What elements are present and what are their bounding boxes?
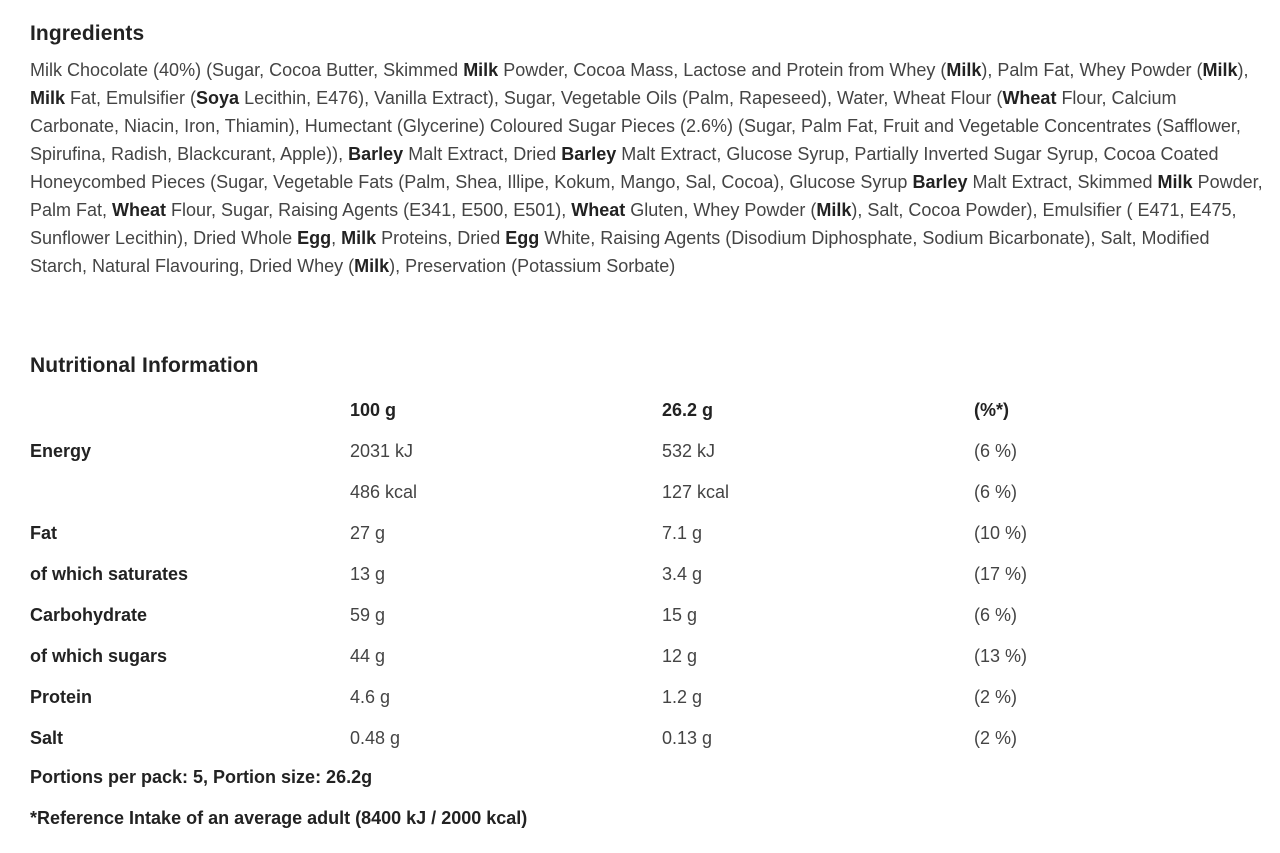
nutrient-label: of which sugars [30, 646, 168, 666]
allergen-text: Milk [30, 88, 66, 108]
nutrient-label: of which saturates [30, 564, 189, 584]
table-row [30, 677, 1174, 718]
value-per-portion: 127 kcal [662, 482, 730, 502]
nutrient-label: Protein [30, 687, 93, 707]
ingredients-heading: Ingredients [30, 22, 145, 45]
value-reference-intake: (13 %) [974, 646, 1028, 666]
allergen-text: Milk [946, 60, 982, 80]
header-per-portion: 26.2 g [662, 400, 714, 420]
allergen-text: Milk [463, 60, 499, 80]
table-row [30, 431, 1174, 472]
value-per-100g: 27 g [350, 523, 386, 543]
ingredient-text: White, Raising Agents (Disodium Diphosphate, Sodium Bicarbonate), Salt, Modified Starch, Natural Flavouring, Dried Whey ( [30, 228, 1210, 276]
value-per-portion: 3.4 g [662, 564, 703, 584]
nutrient-label [30, 472, 350, 513]
ingredient-text: Powder, Cocoa Mass, Lactose and Protein from Whey ( [498, 60, 947, 80]
value-per-portion: 15 g [662, 605, 698, 625]
ingredient-text: Milk Chocolate (40%) (Sugar, Cocoa Butter, Skimmed [30, 60, 464, 80]
value-per-100g: 0.48 g [350, 728, 401, 748]
allergen-text: Egg [297, 228, 332, 248]
ingredient-text: Malt Extract, Skimmed [967, 172, 1158, 192]
nutrient-label: Energy [30, 441, 92, 461]
ingredient-text: Flour, Calcium Carbonate, Niacin, Iron, Thiamin), Humectant (Glycerine) Coloured Sugar Pieces (2.6%) (Sugar, Palm Fat, Fruit and Vegetable Concentrates (Safflower, Spirufina, Radish, Blackcurant, Apple)), [30, 88, 1241, 164]
table-row [30, 636, 1174, 677]
value-per-100g: 59 g [350, 605, 386, 625]
value-reference-intake: (6 %) [974, 482, 1018, 502]
ingredient-text: Lecithin, E476), Vanilla Extract), Sugar, Vegetable Oils (Palm, Rapeseed), Water, Wheat Flour ( [239, 88, 1003, 108]
allergen-text: Milk [341, 228, 377, 248]
allergen-text: Milk [354, 256, 390, 276]
value-per-portion: 1.2 g [662, 687, 703, 707]
nutrition-heading: Nutritional Information [30, 354, 259, 377]
allergen-text: Milk [816, 200, 852, 220]
value-reference-intake: (2 %) [974, 687, 1018, 707]
allergen-text: Barley [348, 144, 404, 164]
allergen-text: Milk [1157, 172, 1193, 192]
nutrient-label: Carbohydrate [30, 605, 148, 625]
allergen-text: Soya [196, 88, 240, 108]
nutrient-label: Fat [30, 523, 57, 543]
ingredient-text: Proteins, Dried [376, 228, 506, 248]
value-reference-intake: (17 %) [974, 564, 1028, 584]
ingredient-text: Gluten, Whey Powder ( [625, 200, 817, 220]
ingredient-text: ), Salt, Cocoa Powder), Emulsifier ( E471, E475, Sunflower Lecithin), Dried Whole [30, 200, 1237, 248]
table-row [30, 513, 1174, 554]
allergen-text: Egg [505, 228, 540, 248]
allergen-text: Barley [561, 144, 617, 164]
value-per-portion: 12 g [662, 646, 698, 666]
reference-intake-note: *Reference Intake of an average adult (8400 kJ / 2000 kcal) [30, 808, 528, 828]
value-reference-intake: (6 %) [974, 441, 1018, 461]
value-per-100g: 13 g [350, 564, 386, 584]
ingredient-text: Malt Extract, Glucose Syrup, Partially Inverted Sugar Syrup, Cocoa Coated Honeycombed Pieces (Sugar, Vegetable Fats (Palm, Shea, Illipe, Kokum, Mango, Sal, Cocoa), Glucose Syrup [30, 144, 1219, 192]
header-per-100g: 100 g [350, 400, 397, 420]
value-per-portion: 7.1 g [662, 523, 703, 543]
allergen-text: Wheat [571, 200, 626, 220]
value-per-100g: 2031 kJ [350, 441, 414, 461]
ingredient-text: Powder, Palm Fat, [30, 172, 1263, 220]
header-reference-intake: (%*) [974, 400, 1009, 420]
ingredient-text: Fat, Emulsifier ( [65, 88, 197, 108]
table-row [30, 595, 1174, 636]
table-row [30, 472, 1174, 513]
ingredient-text: ), Preservation (Potassium Sorbate) [389, 256, 676, 276]
ingredient-text: Flour, Sugar, Raising Agents (E341, E500, E501), [166, 200, 572, 220]
value-per-portion: 532 kJ [662, 441, 716, 461]
ingredients-text [30, 56, 1270, 280]
allergen-text: Wheat [112, 200, 167, 220]
table-row [30, 718, 1174, 759]
nutrition-header-row [30, 390, 1174, 431]
ingredient-text: ), Palm Fat, Whey Powder ( [981, 60, 1203, 80]
value-per-portion: 0.13 g [662, 728, 713, 748]
ingredient-text: ), [1237, 60, 1249, 80]
value-reference-intake: (2 %) [974, 728, 1018, 748]
header-nutrient [30, 390, 350, 431]
value-reference-intake: (10 %) [974, 523, 1028, 543]
value-reference-intake: (6 %) [974, 605, 1018, 625]
ingredient-text: , [331, 228, 342, 248]
nutrient-label: Salt [30, 728, 64, 748]
value-per-100g: 4.6 g [350, 687, 391, 707]
allergen-text: Barley [912, 172, 968, 192]
table-row [30, 554, 1174, 595]
allergen-text: Milk [1202, 60, 1238, 80]
allergen-text: Wheat [1002, 88, 1057, 108]
ingredient-text: Malt Extract, Dried [403, 144, 562, 164]
value-per-100g: 486 kcal [350, 482, 418, 502]
portions-note: Portions per pack: 5, Portion size: 26.2g [30, 767, 373, 787]
nutrition-table [30, 390, 1174, 759]
value-per-100g: 44 g [350, 646, 386, 666]
